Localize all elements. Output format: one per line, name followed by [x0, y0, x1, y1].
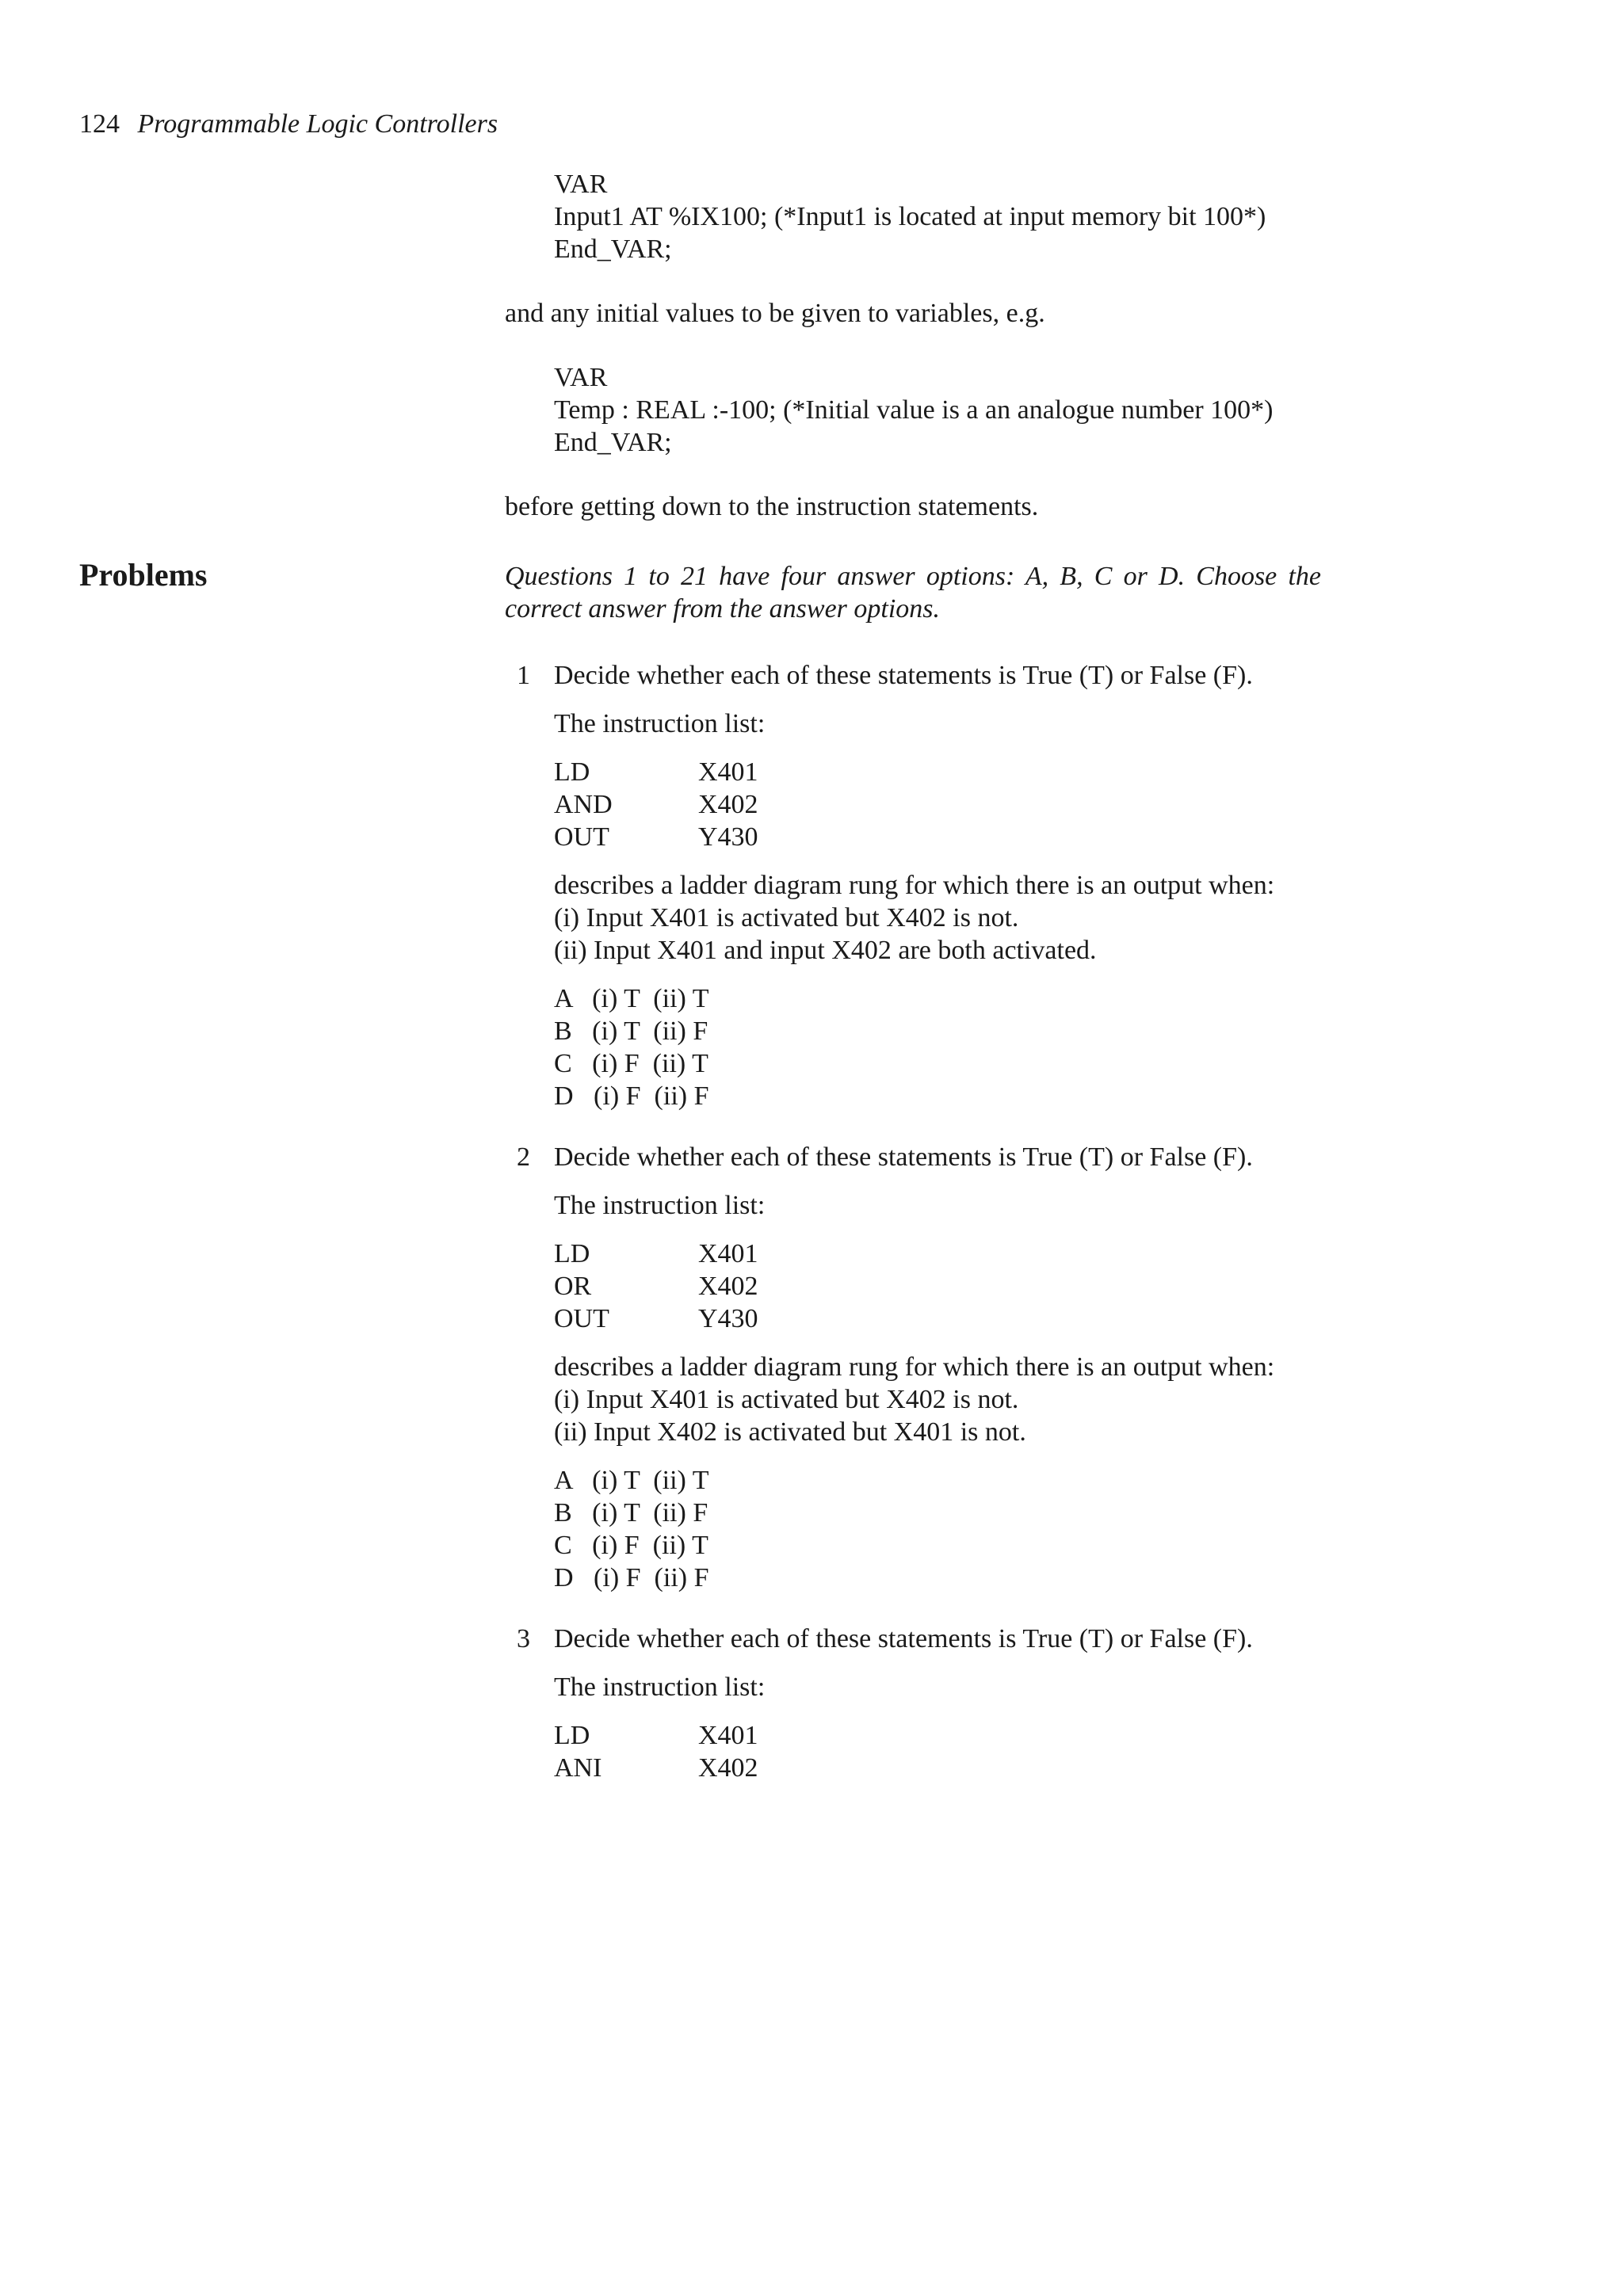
question-case: (ii) Input X401 and input X402 are both activated.	[554, 936, 1097, 965]
code-line: Input1 AT %IX100; (*Input1 is located at input memory bit 100*)	[554, 202, 1266, 231]
instruction-row	[554, 1238, 758, 1270]
answer-option: D (i) F (ii) F	[554, 1563, 709, 1592]
code-line: Temp : REAL :-100; (*Initial value is a an analogue number 100*)	[554, 395, 1274, 425]
instruction-op: AND	[554, 790, 613, 819]
instruction-row	[554, 788, 758, 821]
question-statement: Decide whether each of these statements is True (T) or False (F).	[554, 661, 1253, 690]
question-number: 2	[517, 1142, 530, 1172]
question-description: describes a ladder diagram rung for which there is an output when:	[554, 871, 1275, 900]
instruction-address: X402	[698, 1753, 758, 1783]
answer-option: C (i) F (ii) T	[554, 1531, 708, 1560]
answer-option: A (i) T (ii) T	[554, 984, 709, 1013]
code-line: End_VAR;	[554, 428, 672, 457]
page-number: 124	[79, 109, 120, 139]
answer-option: C (i) F (ii) T	[554, 1049, 708, 1078]
instruction-address: Y430	[698, 1304, 758, 1333]
question-description: describes a ladder diagram rung for which there is an output when:	[554, 1352, 1275, 1382]
instruction-address: X402	[698, 790, 758, 819]
question-case: (i) Input X401 is activated but X402 is not.	[554, 903, 1019, 933]
instruction-row	[554, 1302, 758, 1335]
list-label: The instruction list:	[554, 709, 766, 738]
question-number: 1	[517, 661, 530, 690]
answer-option: D (i) F (ii) F	[554, 1081, 709, 1111]
section-heading: Problems	[79, 557, 208, 593]
instruction-row	[554, 1752, 758, 1784]
answer-option: A (i) T (ii) T	[554, 1466, 709, 1495]
answer-option: B (i) T (ii) F	[554, 1498, 708, 1527]
code-line: VAR	[554, 363, 608, 392]
running-header	[79, 107, 498, 142]
question-number: 3	[517, 1624, 530, 1653]
instruction-op: LD	[554, 1721, 590, 1750]
instruction-op: ANI	[554, 1753, 602, 1783]
list-label: The instruction list:	[554, 1672, 766, 1702]
instruction-address: X402	[698, 1272, 758, 1301]
body-paragraph: and any initial values to be given to variables, e.g.	[505, 299, 1045, 328]
instruction-row	[554, 1270, 758, 1302]
question-case: (ii) Input X402 is activated but X401 is not.	[554, 1417, 1026, 1447]
instruction-op: LD	[554, 1239, 590, 1268]
instruction-address: Y430	[698, 822, 758, 852]
book-title: Programmable Logic Controllers	[137, 109, 498, 139]
instruction-address: X401	[698, 757, 758, 787]
code-line: End_VAR;	[554, 235, 672, 264]
question-case: (i) Input X401 is activated but X402 is not.	[554, 1385, 1019, 1414]
answer-option: B (i) T (ii) F	[554, 1016, 708, 1046]
question-statement: Decide whether each of these statements is True (T) or False (F).	[554, 1142, 1253, 1172]
instruction-op: OUT	[554, 822, 609, 852]
instruction-op: LD	[554, 757, 590, 787]
instruction-row	[554, 756, 758, 788]
instruction-address: X401	[698, 1721, 758, 1750]
instruction-op: OUT	[554, 1304, 609, 1333]
code-line: VAR	[554, 170, 608, 199]
question-statement: Decide whether each of these statements is True (T) or False (F).	[554, 1624, 1253, 1653]
instruction-row	[554, 821, 758, 853]
list-label: The instruction list:	[554, 1191, 766, 1220]
instruction-op: OR	[554, 1272, 592, 1301]
body-paragraph: before getting down to the instruction statements.	[505, 492, 1039, 521]
problems-intro: Questions 1 to 21 have four answer options: A, B, C or D. Choose the correct answer from the answer options.	[505, 562, 1321, 624]
instruction-address: X401	[698, 1239, 758, 1268]
instruction-row	[554, 1719, 758, 1752]
